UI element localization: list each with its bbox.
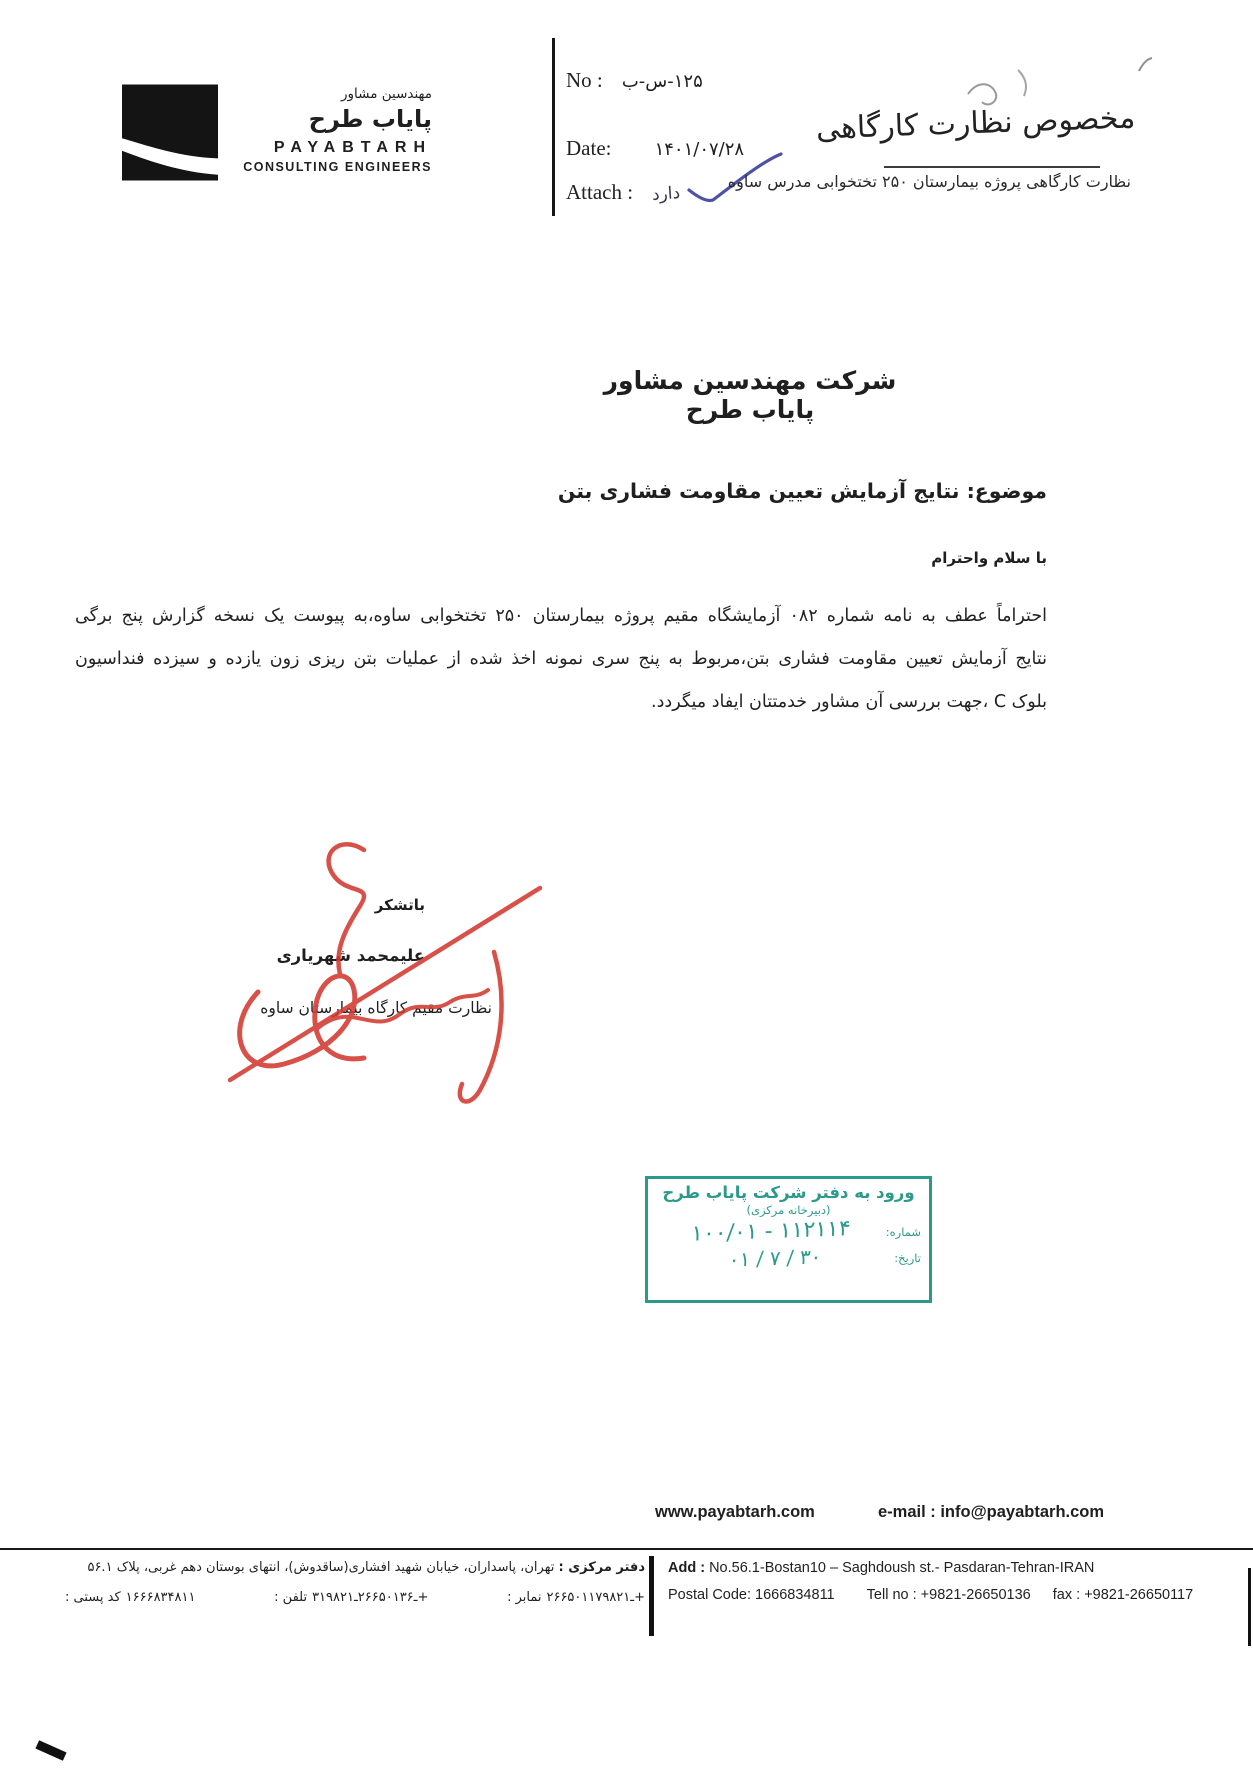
- footer-rule: [0, 1548, 1253, 1550]
- meta-divider: [552, 38, 555, 216]
- no-row: [566, 68, 703, 93]
- body-line-3: بلوک C ،جهت بررسی آن مشاور خدمتتان ایفاد میگردد.: [651, 692, 1047, 712]
- brand-block: [210, 86, 432, 174]
- footer-fa-fax-label: نمابر :: [507, 1590, 542, 1605]
- footer-en-address: No.56.1-Bostan10 – Saghdoush st.- Pasdaran-Tehran-IRAN: [709, 1560, 1095, 1576]
- signer-title: نظارت مقیم کارگاه بیمارستان ساوه: [260, 999, 492, 1017]
- footer-fa-tel: [274, 1590, 428, 1605]
- footer-en-fax: fax : +9821-26650117: [1052, 1587, 1194, 1603]
- footer-fa-office-label: دفتر مرکزی :: [558, 1560, 645, 1575]
- brand-name-en: PAYABTARH: [273, 139, 432, 156]
- footer-fa-postal-label: کد پستی :: [65, 1590, 121, 1605]
- footer-en-address-line: [668, 1560, 1094, 1576]
- attach-value-handwritten: دارد: [651, 183, 681, 205]
- entry-stamp: [645, 1176, 932, 1303]
- closing-thanks: باتشکر: [374, 896, 425, 914]
- footer-en-tel: Tell no : +9821-26650136: [866, 1587, 1031, 1603]
- footer-fa-postal: [65, 1590, 195, 1605]
- signature-scribble: [222, 832, 552, 1122]
- footer-fa-address-line: [60, 1560, 645, 1575]
- website-url: www.payabtarh.com: [655, 1503, 815, 1521]
- stamp-number-value: ۱۰۰/۰۱ - ۱۱۲۱۱۴: [690, 1216, 852, 1247]
- brand-name-fa: پایاب طرح: [308, 105, 432, 133]
- footer-fa-postal-value: ۱۶۶۶۸۳۴۸۱۱: [125, 1590, 196, 1605]
- date-label: Date:: [566, 136, 612, 160]
- no-value: ۱۲۵-س-ب: [621, 71, 703, 92]
- body-line-2: نتایج آزمایش تعیین مقاومت فشاری بتن،مربوط به پنج سری نمونه اخذ شده از عملیات بتن ریزی زون یازده و سیزده فنداسیون: [75, 649, 1047, 669]
- stamp-date-row: [656, 1246, 921, 1270]
- stamp-date-label: تاریخ:: [894, 1251, 921, 1265]
- footer-fa-fax: [507, 1590, 645, 1605]
- body-line-1: احتراماً عطف به نامه شماره ۰۸۲ آزمایشگاه مقیم پروژه بیمارستان ۲۵۰ تختخوابی ساوه،به پیوست یک نسخه گزارش پنج برگی: [75, 606, 1047, 626]
- footer-fa-address: تهران، پاسداران، خیابان شهید افشاری(ساقدوش)، انتهای بوستان دهم غربی، پلاک ۵۶.۱: [87, 1560, 555, 1575]
- pen-tick-mark: [1136, 56, 1156, 76]
- subject-line: موضوع: نتایج آزمایش تعیین مقاومت فشاری بتن: [557, 479, 1047, 503]
- stamp-number-row: [656, 1216, 921, 1247]
- signer-name: علیمحمد شهریاری: [276, 946, 425, 965]
- scan-artifact: [1248, 1568, 1251, 1646]
- recipient-title: شرکت مهندسین مشاور پایاب طرح: [603, 366, 897, 424]
- footer-en-address-label: Add :: [668, 1560, 706, 1576]
- brand-subtitle-en: CONSULTING ENGINEERS: [243, 160, 432, 174]
- footer-fa-tel-value: ۳۱ـ۲۶۶۵۰۱۳۶ـ۹۸۲۱+: [312, 1590, 429, 1605]
- stamp-title: ورود به دفتر شرکت پایاب طرح: [662, 1183, 915, 1202]
- no-label: No :: [566, 68, 603, 92]
- site-note-title: مخصوص نظارت کارگاهی: [815, 100, 1136, 147]
- footer-en-contacts-line: [668, 1587, 1193, 1603]
- footer-fa-contacts-line: [65, 1590, 645, 1605]
- footer-divider-bar: [649, 1556, 654, 1636]
- scan-artifact: [35, 1740, 66, 1760]
- footer-fa-fax-value: ۲۶۶۵۰۱۱۷ـ۹۸۲۱+: [546, 1590, 645, 1605]
- logo-swoosh-icon: [122, 84, 218, 181]
- footer-fa-tel-label: تلفن :: [274, 1590, 308, 1605]
- salutation: با سلام واحترام: [931, 549, 1047, 567]
- date-value: ۱۴۰۱/۰۷/۲۸: [654, 139, 745, 160]
- attach-row: [566, 180, 680, 205]
- company-logo-icon: [122, 84, 218, 181]
- stamp-subtitle: (دبیرخانه مرکزی): [746, 1203, 831, 1217]
- attach-label: Attach :: [566, 180, 634, 204]
- email-address: e-mail : info@payabtarh.com: [878, 1503, 1105, 1521]
- site-note-subtitle: نظارت کارگاهی پروژه بیمارستان ۲۵۰ تختخوابی مدرس ساوه: [727, 172, 1131, 191]
- footer-en-postal: Postal Code: 1666834811: [668, 1587, 835, 1603]
- site-note-underline: [884, 166, 1100, 168]
- brand-tagline-fa: مهندسین مشاور: [341, 86, 432, 102]
- stamp-number-label: شماره:: [885, 1224, 921, 1239]
- stamp-date-value: ۰۱ / ۷ / ۳۰: [727, 1244, 823, 1272]
